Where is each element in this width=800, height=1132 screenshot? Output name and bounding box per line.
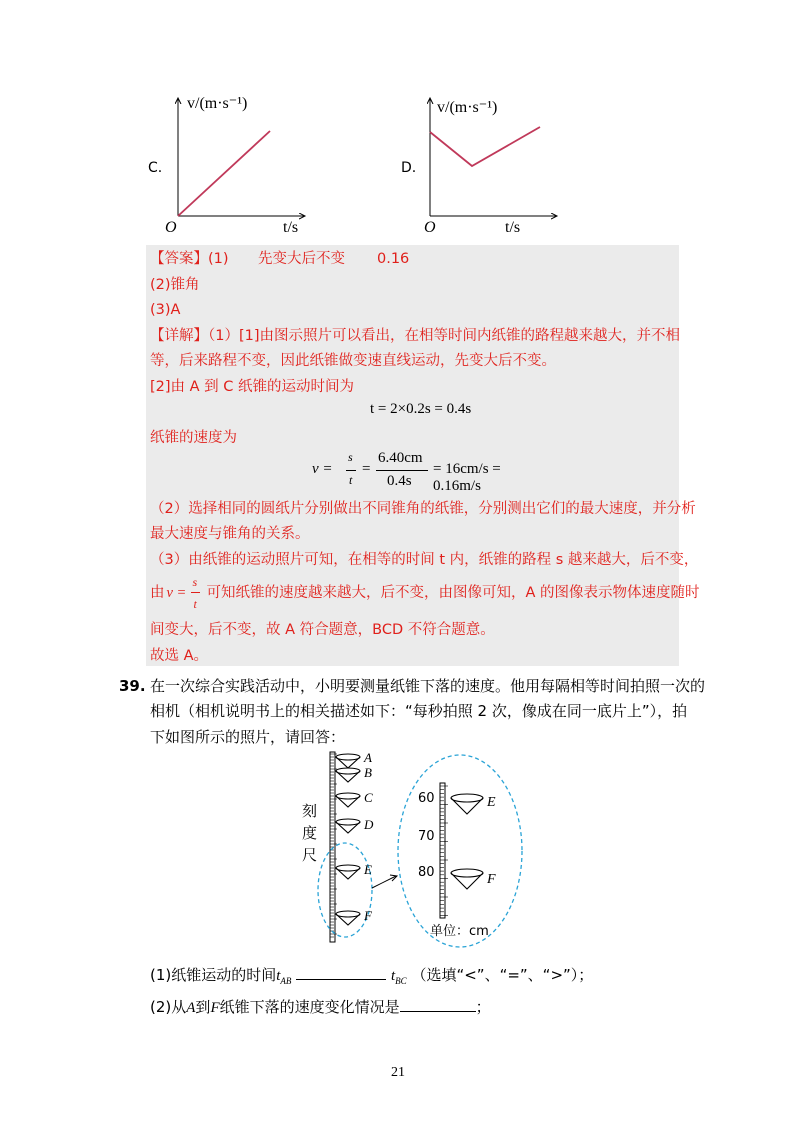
question-number: 39. xyxy=(119,677,146,695)
detail-4b-post: 可知纸锥的速度越来越大，后不变，由图像可知，A 的图像表示物体速度随时 xyxy=(206,585,700,601)
tick-70: 70 xyxy=(418,829,435,844)
question-text-3: 下如图所示的照片，请回答： xyxy=(150,728,346,746)
graph-c-ylabel: v/(m·s⁻¹) xyxy=(187,95,248,112)
formula-v-result: = 16cm/s = 0.16m/s xyxy=(433,461,501,494)
q2-pre: (2)从 xyxy=(150,998,187,1016)
cone-label-a: A xyxy=(364,750,372,765)
formula-v-t: t xyxy=(349,473,353,487)
page-number: 21 xyxy=(391,1065,405,1080)
graph-c-origin: O xyxy=(165,219,177,236)
graph-d-origin: O xyxy=(424,219,436,236)
detail-4a: （3）由纸锥的运动照片可知，在相等的时间 t 内，纸锥的路程 s 越来越大，后不变， xyxy=(150,552,699,568)
answer-line-1 xyxy=(150,248,410,270)
cone-label-c: C xyxy=(364,790,373,805)
q1-tbc xyxy=(391,968,407,984)
detail-4c: 间变大，后不变，故 A 符合题意，BCD 不符合题意。 xyxy=(150,622,495,638)
answer-line-3: (3)A xyxy=(150,302,181,318)
detail-1b: 等，后来路程不变，因此纸锥做变速直线运动，先变大后不变。 xyxy=(150,353,556,369)
cone-label-b: B xyxy=(364,765,372,780)
formula-v-num: 6.40cm xyxy=(378,450,423,466)
graph-d-ylabel: v/(m·s⁻¹) xyxy=(437,99,498,116)
unit-label: 单位：cm xyxy=(430,924,489,939)
q2-mid: 到 xyxy=(195,998,211,1016)
sub-question-1 xyxy=(150,964,593,992)
detail-4b-s: s xyxy=(192,575,198,589)
q1-tab xyxy=(276,968,291,984)
graph-d-line xyxy=(430,127,540,166)
detail-3a: （2）选择相同的圆纸片分别做出不同锥角的纸锥，分别测出它们的最大速度，并分析 xyxy=(150,501,696,517)
detail-3b: 最大速度与锥角的关系。 xyxy=(150,526,310,542)
ruler-char-2: 度 xyxy=(302,824,318,842)
q1-tab-t: t xyxy=(276,968,281,984)
cone-label-f: F xyxy=(364,908,372,923)
answer-1: 先变大后不变 xyxy=(258,251,345,267)
q1-tbc-sub: BC xyxy=(395,976,407,986)
q1-blank[interactable] xyxy=(296,979,386,980)
q2-f: F xyxy=(210,1000,220,1016)
formula-t: t = 2×0.2s = 0.4s xyxy=(370,401,472,417)
answer-num: (1) xyxy=(208,251,229,267)
question-text-2: 相机（相机说明书上的相关描述如下：“每秒拍照 2 次，像成在同一底片上”），拍 xyxy=(150,702,688,720)
graph-c-line xyxy=(178,131,270,216)
falling-cone-figure xyxy=(290,748,530,948)
formula-v-left: v = xyxy=(312,461,333,477)
answer-2: 0.16 xyxy=(377,251,410,267)
detail-2: [2]由 A 到 C 纸锥的运动时间为 xyxy=(150,379,355,395)
formula-v-s: s xyxy=(348,450,353,464)
sub-question-2 xyxy=(150,996,491,1019)
q2-end: ； xyxy=(475,998,491,1016)
zoom-cone-e: E xyxy=(487,795,496,810)
ruler-label xyxy=(302,800,317,866)
q1-tab-sub: AB xyxy=(280,976,292,986)
q1-tbc-t: t xyxy=(390,968,396,984)
formula-v xyxy=(312,450,552,494)
zoom-cone-f: F xyxy=(487,872,496,887)
graph-c-xlabel: t/s xyxy=(283,219,299,236)
q2-post: 纸锥下落的速度变化情况是 xyxy=(219,998,400,1016)
q2-a: A xyxy=(186,1000,196,1016)
tick-80: 80 xyxy=(418,865,435,880)
q2-blank[interactable] xyxy=(400,1011,476,1012)
graph-c xyxy=(165,92,315,240)
speed-label: 纸锥的速度为 xyxy=(150,430,237,446)
ruler-char-1: 刻 xyxy=(302,802,318,820)
detail-4b-v: v = xyxy=(166,585,187,601)
formula-v-den: 0.4s xyxy=(387,473,412,489)
cone-label-e: E xyxy=(364,862,372,877)
detail-4b-t: t xyxy=(193,597,197,611)
option-d-label: D. xyxy=(401,160,417,176)
detail-5: 故选 A。 xyxy=(150,648,209,664)
answer-line-2: (2)锥角 xyxy=(150,277,200,293)
answer-tag: 【答案】 xyxy=(150,251,208,267)
ruler-char-3: 尺 xyxy=(302,846,318,864)
option-c-label: C. xyxy=(148,160,163,176)
formula-v-eq: = xyxy=(362,461,371,477)
q1-pre: (1)纸锥运动的时间 xyxy=(150,966,277,984)
q1-post: （选填“<”、“=”、“>”）； xyxy=(411,966,594,984)
detail-4b xyxy=(150,575,700,611)
detail-4b-pre: 由 xyxy=(150,585,165,601)
tick-60: 60 xyxy=(418,791,435,806)
detail-1a: 【详解】（1）[1]由图示照片可以看出，在相等时间内纸锥的路程越来越大，并不相 xyxy=(150,328,681,344)
question-text-1: 在一次综合实践活动中，小明要测量纸锥下落的速度。他用每隔相等时间拍照一次的 xyxy=(150,677,706,695)
cone-label-d: D xyxy=(364,817,374,832)
graph-d-xlabel: t/s xyxy=(505,219,521,236)
